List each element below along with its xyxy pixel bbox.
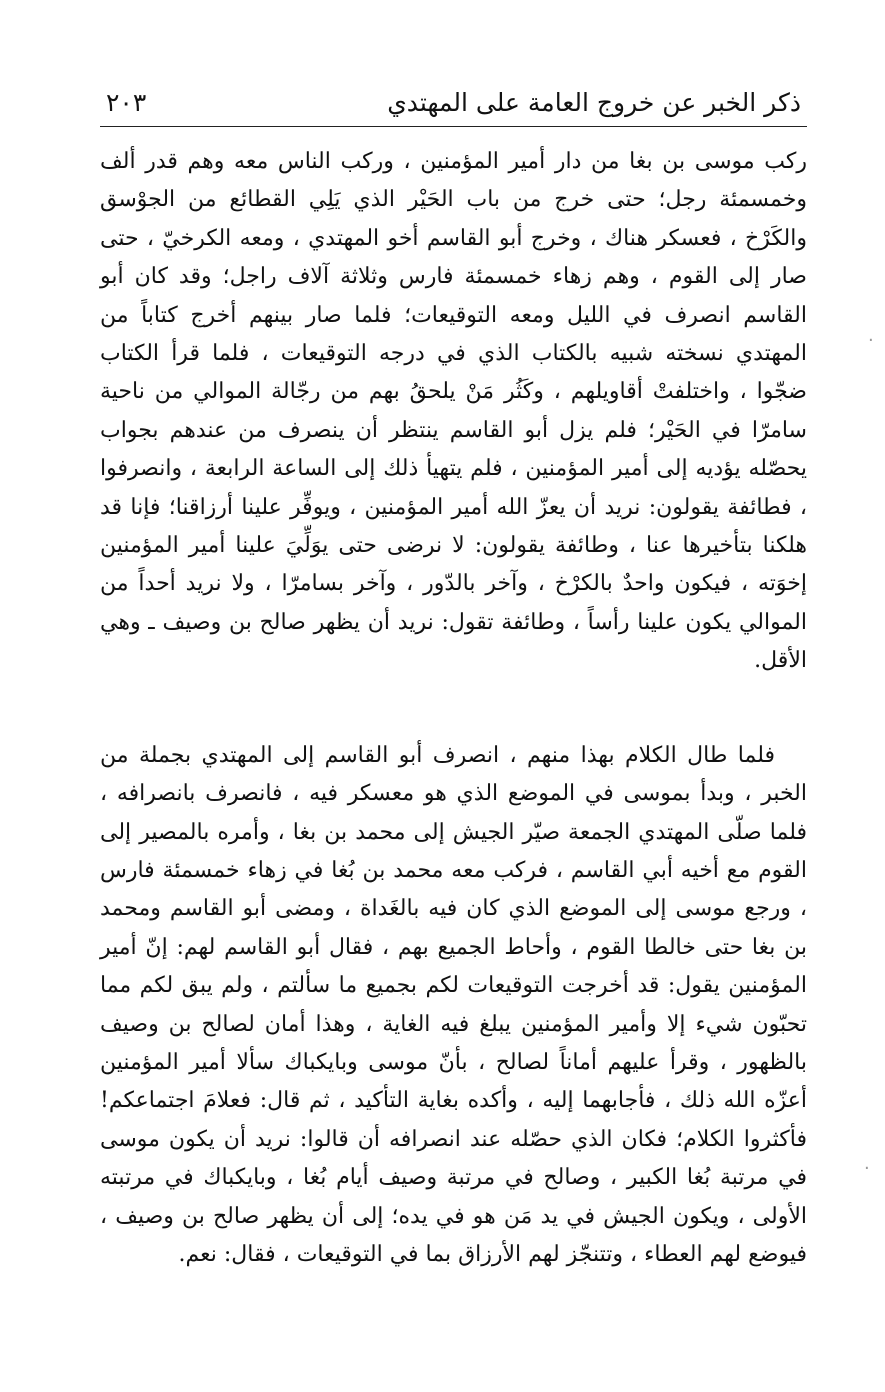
body-paragraph-1: ركب موسى بن بغا من دار أمير المؤمنين ، وركب الناس معه وهم قدر ألف وخمسمئة رجل؛ حتى خرج من باب الحَيْر الذي يَلِي القطائع من الجوْسق والكَرْخ ، فعسكر هناك ، وخرج أبو القاسم أخو المهتدي ، ومعه الكرخيّ ، حتى صار إلى القوم ، وهم زهاء خمسمئة فارس وثلاثة آلاف راجل؛ وقد كان أبو القاسم انصرف في الليل ومعه التوقيعات؛ فلما صار بينهم أخرج كتاباً من المهتدي نسخته شبيه بالكتاب الذي في درجه التوقيعات ، فلما قرأ الكتاب ضجّوا ، واختلفتْ أقاويلهم ، وكَثُر مَنْ يلحقُ بهم من رجّالة الموالي من ناحية سامرّا في الحَيْر؛ فلم يزل أبو القاسم ينتظر أن ينصرف من عندهم بجواب يحصّله يؤديه إلى أمير المؤمنين ، فلم يتهيأ ذلك إلى الساعة الرابعة ، وانصرفوا ، فطائفة يقولون: نريد أن يعزّ الله أمير المؤمنين ، ويوفِّر علينا أرزاقنا؛ فإنا قد هلكنا بتأخيرها عنا ، وطائفة يقولون: لا نرضى حتى يوَلِّيَ علينا أمير المؤمنين إخوَته ، فيكون واحدٌ بالكرْخ ، وآخر بالدّور ، وآخر بسامرّا ، ولا نريد أحداً من الموالي يكون علينا رأساً ، وطائفة تقول: نريد أن يظهر صالح بن وصيف ـ وهي الأقل. bbox=[100, 149, 807, 674]
margin-speck: · bbox=[864, 1158, 870, 1179]
running-title: ذكر الخبر عن خروج العامة على المهتدي bbox=[387, 88, 801, 117]
page-header bbox=[100, 84, 807, 127]
body-paragraph-2: فلما طال الكلام بهذا منهم ، انصرف أبو القاسم إلى المهتدي بجملة من الخبر ، وبدأ بموسى في الموضع الذي هو معسكر فيه ، فانصرف بانصرافه ، فلما صلّى المهتدي الجمعة صيّر الجيش إلى محمد بن بغا ، وأمره بالمصير إلى القوم مع أخيه أبي القاسم ، فركب معه محمد بن بُغا في زهاء خمسمئة فارس ، ورجع موسى إلى الموضع الذي كان فيه بالغَداة ، ومضى أبو القاسم ومحمد بن بغا حتى خالطا القوم ، وأحاط الجميع بهم ، فقال أبو القاسم لهم: إنّ أمير المؤمنين يقول: قد أخرجت التوقيعات لكم بجميع ما سألتم ، ولم يبق لكم مما تحبّون شيء إلا وأمير المؤمنين يبلغ فيه الغاية ، وهذا أمان لصالح بن وصيف بالظهور ، وقرأ عليهم أماناً لصالح ، بأنّ موسى وبايكباك سألا أمير المؤمنين أعزّه الله ذلك ، فأجابهما إليه ، وأكده بغاية التأكيد ، ثم قال: فعلامَ اجتماعكم! فأكثروا الكلام؛ فكان الذي حصّله عند انصرافه أن قالوا: نريد أن يكون موسى في مرتبة بُغا الكبير ، وصالح في مرتبة وصيف أيام بُغا ، وبايكباك في مرتبته الأولى ، ويكون الجيش في يد مَن هو في يده؛ إلى أن يظهر صالح بن وصيف ، فيوضع لهم العطاء ، وتتنجّز لهم الأرزاق بما في التوقيعات ، فقال: نعم. bbox=[100, 742, 807, 1267]
margin-speck: · bbox=[868, 330, 874, 351]
page-number: ٢٠٣ bbox=[106, 88, 147, 117]
